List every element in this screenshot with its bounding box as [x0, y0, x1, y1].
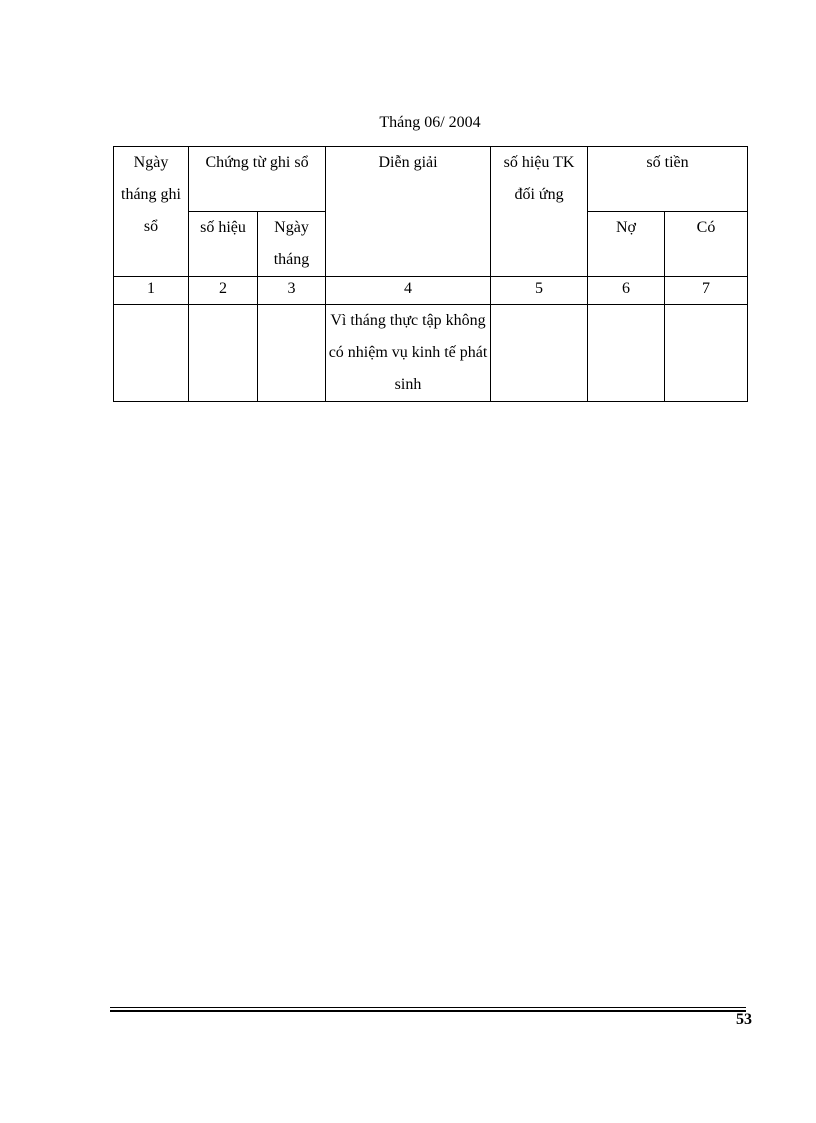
column-number: 6 — [588, 277, 665, 305]
column-number: 7 — [665, 277, 748, 305]
header-voucher-date: Ngày tháng — [258, 212, 326, 277]
page-number: 53 — [736, 1011, 752, 1028]
header-voucher-number: số hiệu — [189, 212, 258, 277]
column-number: 2 — [189, 277, 258, 305]
table-caption: Tháng 06/ 2004 — [379, 114, 481, 131]
header-account: số hiệu TK đối ứng — [491, 147, 588, 277]
footer-rule — [110, 1007, 746, 1008]
header-description: Diễn giải — [326, 147, 491, 277]
cell-debit — [588, 305, 665, 402]
header-credit: Có — [665, 212, 748, 277]
table-row — [114, 305, 748, 402]
column-number-row — [114, 277, 748, 305]
header-debit: Nợ — [588, 212, 665, 277]
header-date-recorded: Ngày tháng ghi sổ — [114, 147, 189, 277]
cell-voucher-date — [258, 305, 326, 402]
ledger-table — [113, 146, 748, 402]
cell-date-recorded — [114, 305, 189, 402]
footer-rule-thick — [110, 1010, 746, 1012]
header-amount-group: số tiền — [588, 147, 748, 212]
cell-account — [491, 305, 588, 402]
header-voucher-group: Chứng từ ghi sổ — [189, 147, 326, 212]
column-number: 5 — [491, 277, 588, 305]
column-number: 3 — [258, 277, 326, 305]
cell-description: Vì tháng thực tập không có nhiệm vụ kinh tế phát sinh — [326, 305, 491, 402]
column-number: 1 — [114, 277, 189, 305]
column-number: 4 — [326, 277, 491, 305]
cell-credit — [665, 305, 748, 402]
cell-voucher-number — [189, 305, 258, 402]
